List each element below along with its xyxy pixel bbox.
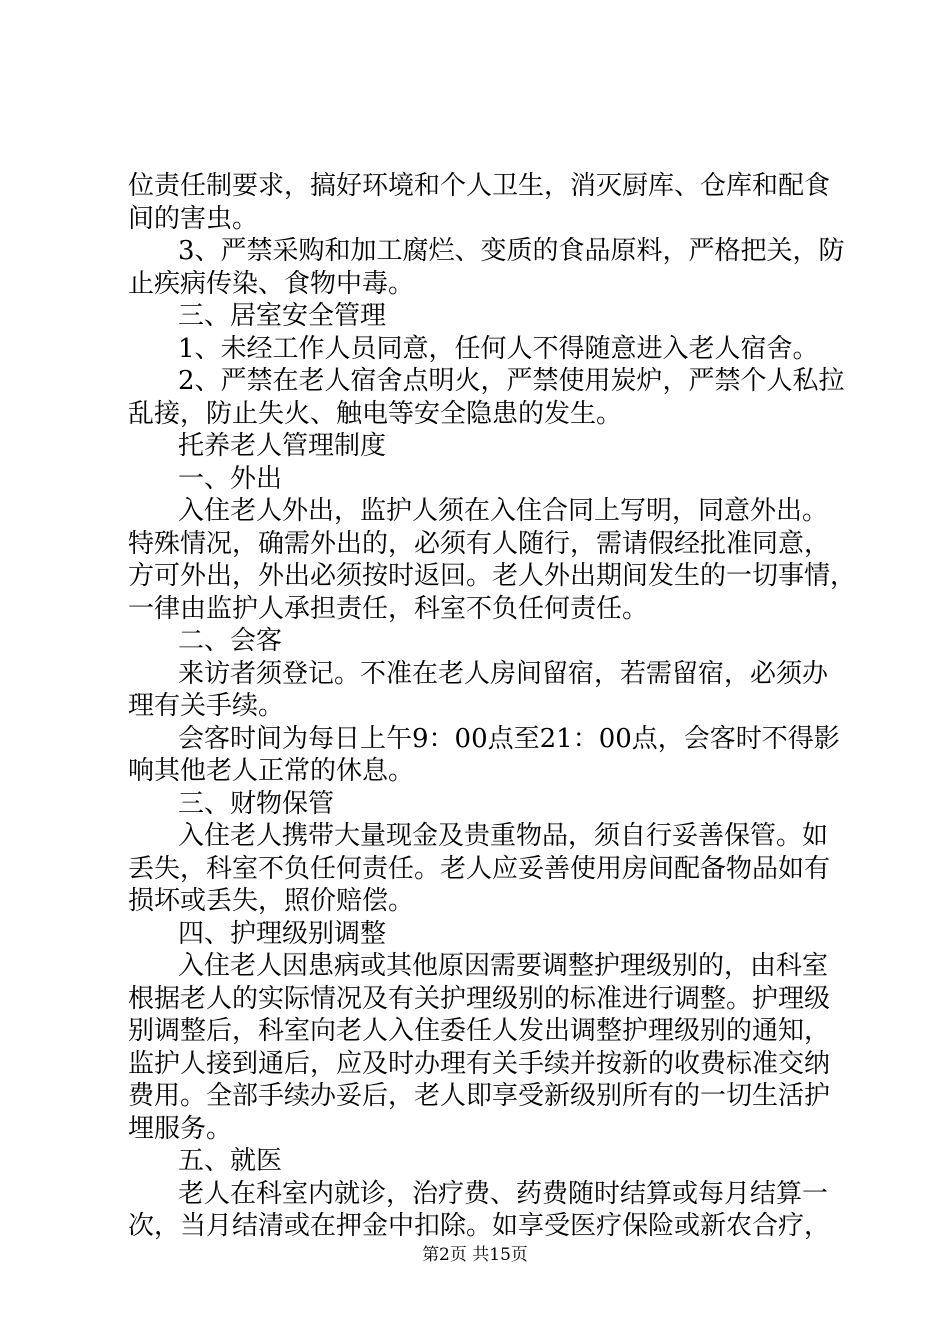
- section-heading: 三、财物保管: [178, 788, 335, 819]
- text-line: 费用。全部手续办妥后，老人即享受新级别所有的一切生活护: [128, 1081, 831, 1111]
- section-heading: 五、就医: [178, 1146, 283, 1176]
- section-heading: 四、护理级别调整: [178, 918, 387, 949]
- text-line: 会客时间为每日上午9：00点至21：00点，会客时不得影: [178, 723, 840, 754]
- text-line: 3、严禁采购和加工腐烂、变质的食品原料，严格把关，防: [178, 236, 845, 266]
- text-line: 响其他老人正常的休息。: [128, 756, 415, 786]
- section-heading: 一、外出: [178, 463, 283, 494]
- text-line: 次，当月结清或在押金中扣除。如享受医疗保险或新农合疗，: [128, 1211, 831, 1241]
- text-line: 位责任制要求，搞好环境和个人卫生，消灭厨库、仓库和配食: [128, 171, 831, 201]
- text-line: 乱接，防止失火、触电等安全隐患的发生。: [128, 398, 623, 429]
- text-line: 丢失，科室不负任何责任。老人应妥善使用房间配备物品如有: [128, 853, 831, 884]
- text-line: 入住老人携带大量现金及贵重物品，须自行妥善保管。如: [178, 821, 829, 851]
- text-line: 入住老人外出，监护人须在入住合同上写明，同意外出。: [178, 496, 829, 526]
- text-line: 特殊情况，确需外出的，必须有人随行，需请假经批准同意，: [128, 528, 831, 559]
- document-title: 托养老人管理制度: [178, 431, 387, 461]
- text-line: 理有关手续。: [128, 691, 285, 721]
- section-heading: 三、居室安全管理: [178, 301, 387, 331]
- text-line: 方可外出，外出必须按时返回。老人外出期间发生的一切事情，: [128, 561, 857, 591]
- text-line: 监护人接到通后，应及时办理有关手续并按新的收费标准交纳: [128, 1048, 831, 1079]
- text-line: 埋服务。: [128, 1113, 233, 1144]
- text-line: 损坏或丢失，照价赔偿。: [128, 886, 415, 916]
- text-line: 老人在科室内就诊，治疗费、药费随时结算或每月结算一: [178, 1178, 829, 1209]
- text-line: 别调整后，科室向老人入住委任人发出调整护理级别的通知，: [128, 1016, 831, 1046]
- page-number-footer: 第2页 共15页: [422, 1245, 528, 1265]
- text-line: 止疾病传染、食物中毒。: [128, 268, 415, 299]
- text-line: 来访者须登记。不准在老人房间留宿，若需留宿，必须办: [178, 658, 829, 689]
- section-heading: 二、会客: [178, 626, 283, 656]
- text-line: 1、未经工作人员同意，任何人不得随意进入老人宿舍。: [178, 333, 819, 364]
- text-line: 间的害虫。: [128, 203, 259, 234]
- text-line: 入住老人因患病或其他原因需要调整护理级别的，由科室: [178, 951, 829, 981]
- text-line: 一律由监护人承担责任，科室不负任何责任。: [128, 593, 649, 624]
- text-line: 2、严禁在老人宿舍点明火，严禁使用炭炉，严禁个人私拉: [178, 366, 845, 396]
- document-body: [128, 170, 857, 1243]
- text-line: 根据老人的实际情况及有关护理级别的标准进行调整。护理级: [128, 983, 831, 1014]
